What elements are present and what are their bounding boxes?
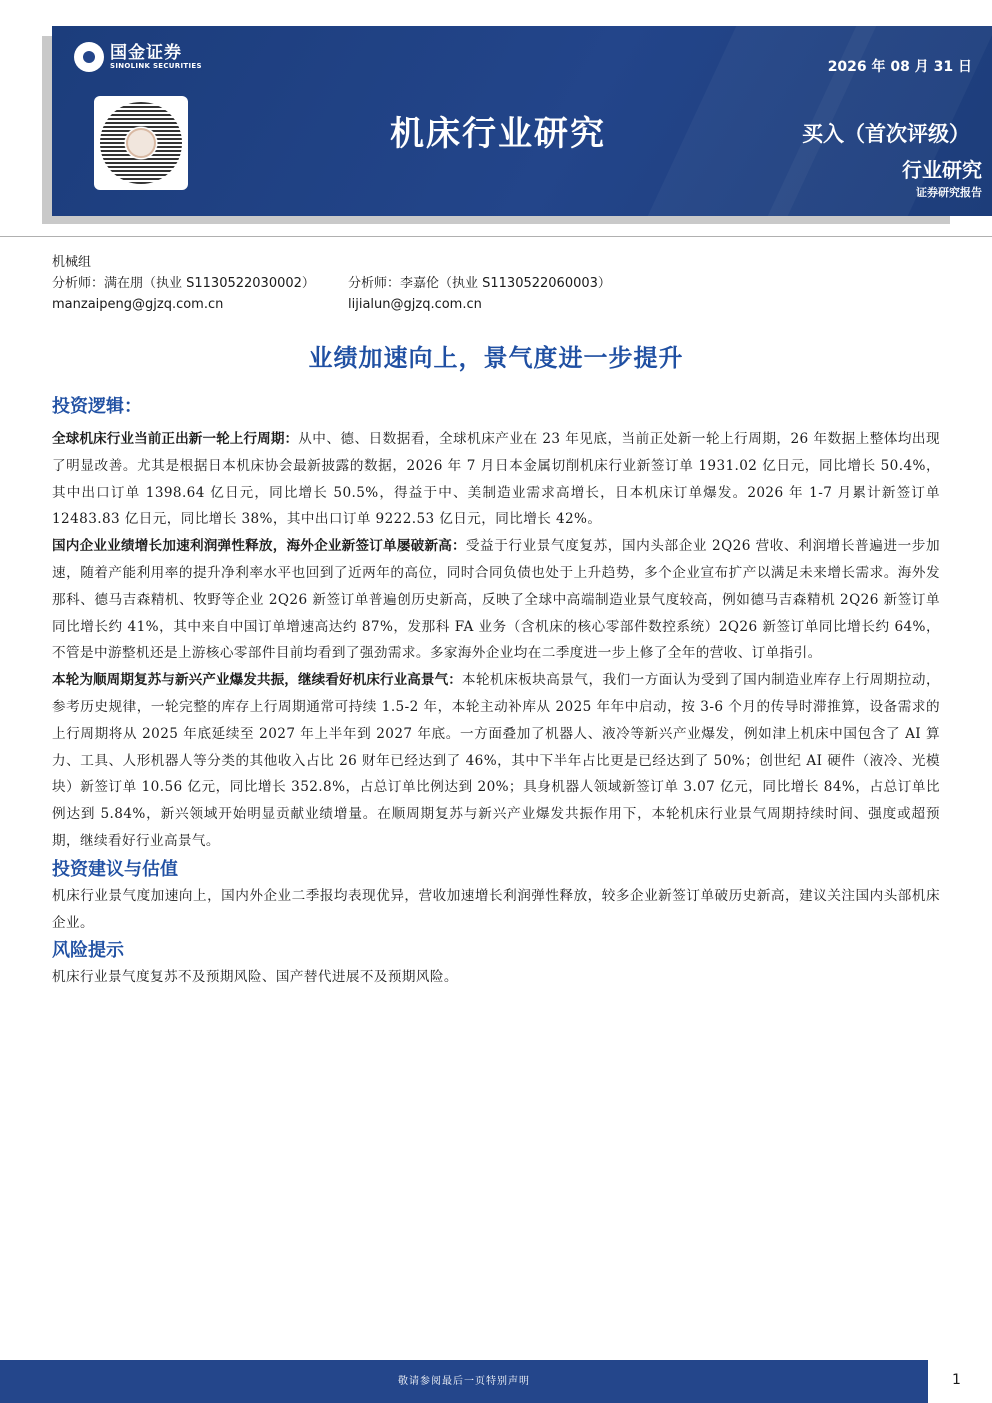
header-banner bbox=[52, 26, 992, 216]
paragraph-risk: 机床行业景气度复苏不及预期风险、国产替代进展不及预期风险。 bbox=[52, 969, 458, 986]
analyst-block bbox=[52, 252, 611, 315]
paragraph-cycle bbox=[52, 426, 940, 533]
divider bbox=[0, 236, 992, 237]
page-number: 1 bbox=[952, 1372, 961, 1388]
analyst-1-email[interactable]: manzaipeng@gjzq.com.cn bbox=[52, 297, 224, 312]
report-type: 行业研究 bbox=[902, 158, 982, 182]
report-title: 机床行业研究 bbox=[390, 114, 606, 154]
paragraph-text: 本轮机床板块高景气，我们一方面认为受到了国内制造业库存上行周期拉动，参考历史规律，一轮完整的库存上行周期通常可持续 1.5-2 年，本轮主动补库从 2025 年年中启动，按 3-6 个月的传导时滞推算，设备需求的上行周期将从 2025 年底延续至 2027 年上半年到 2027 年底。一方面叠加了机器人、液冷等新兴产业爆发，例如津上机床中国包含了 AI 算力、工具、人形机器人等分类的其他收入占比 26 财年已经达到了 46%，其中下半年占比更是已经达到了 50%；创世纪 AI 硬件（液冷、光模块）新签订单 10.56 亿元，同比增长 352.8%，占总订单比例达到 20%；具身机器人领域新签订单 3.07 亿元，同比增长 84%，占总订单比例达到 5.84%，新兴领域开始明显贡献业绩增量。在顺周期复苏与新兴产业爆发共振作用下，本轮机床行业景气周期持续时间、强度或超预期，继续看好行业高景气。 bbox=[52, 672, 940, 849]
section-heading-advice: 投资建议与估值 bbox=[52, 858, 178, 880]
paragraph-resonance bbox=[52, 667, 940, 855]
paragraph-advice: 机床行业景气度加速向上，国内外企业二季报均表现优异，营收加速增长利润弹性释放，较多企业新签订单破历史新高，建议关注国内头部机床企业。 bbox=[52, 887, 940, 931]
paragraph-earnings bbox=[52, 533, 940, 667]
main-headline: 业绩加速向上，景气度进一步提升 bbox=[308, 344, 684, 372]
rating-badge: 买入（首次评级） bbox=[802, 122, 970, 146]
qr-center-logo bbox=[126, 128, 156, 158]
analyst-1: 分析师：满在朋（执业 S1130522030002） bbox=[52, 276, 315, 291]
analyst-2-email[interactable]: lijialun@gjzq.com.cn bbox=[348, 297, 482, 312]
paragraph-text: 受益于行业景气度复苏，国内头部企业 2Q26 营收、利润增长普遍进一步加速，随着产能利用率的提升净利率水平也回到了近两年的高位，同时合同负债也处于上升趋势，多个企业宣布扩产以满足未来增长需求。海外发那科、德马吉森精机、牧野等企业 2Q26 新签订单普遍创历史新高，反映了全球中高端制造业景气度较高，例如德马吉森精机 2Q26 新签订单同比增长约 41%，其中来自中国订单增速高达约 87%，发那科 FA 业务（含机床的核心零部件数控系统）2Q26 新签订单同比增长约 64%，不管是中游整机还是上游核心零部件目前均看到了强劲需求。多家海外企业均在二季度进一步上修了全年的营收、订单指引。 bbox=[52, 538, 940, 662]
qr-pattern bbox=[100, 102, 182, 184]
report-subtype: 证券研究报告 bbox=[916, 186, 982, 199]
report-date: 2026 年 08 月 31 日 bbox=[827, 59, 972, 75]
report-body bbox=[52, 394, 940, 991]
logo-cn: 国金证券 bbox=[110, 42, 182, 63]
company-logo bbox=[74, 42, 202, 72]
paragraph-lead: 本轮为顺周期复苏与新兴产业爆发共振，继续看好机床行业高景气： bbox=[52, 672, 462, 689]
qr-code-icon bbox=[94, 96, 188, 190]
logo-icon bbox=[74, 42, 104, 72]
analyst-group: 机械组 bbox=[52, 255, 92, 270]
paragraph-lead: 国内企业业绩增长加速利润弹性释放，海外企业新签订单屡破新高： bbox=[52, 538, 466, 555]
analyst-2: 分析师：李嘉伦（执业 S1130522060003） bbox=[348, 276, 611, 291]
footer-disclaimer: 敬请参阅最后一页特别声明 bbox=[0, 1360, 928, 1403]
logo-en: SINOLINK SECURITIES bbox=[110, 61, 202, 70]
paragraph-lead: 全球机床行业当前正出新一轮上行周期： bbox=[52, 431, 299, 447]
paragraph-text: 从中、德、日数据看，全球机床产业在 23 年见底，当前正处新一轮上行周期，26 年数据上整体均出现了明显改善。尤其是根据日本机床协会最新披露的数据，2026 年 7 月日本金属切削机床行业新签订单 1931.02 亿日元，同比增长 50.4%，其中出口订单 1398.64 亿日元，同比增长 50.5%，得益于中、美制造业需求高增长，日本机床订单爆发。2026 年 1-7 月累计新签订单 12483.83 亿日元，同比增长 38%，其中出口订单 9222.53 亿日元，同比增长 42%。 bbox=[52, 431, 940, 528]
section-heading-risk: 风险提示 bbox=[52, 940, 124, 962]
section-heading-logic: 投资逻辑： bbox=[52, 396, 142, 417]
